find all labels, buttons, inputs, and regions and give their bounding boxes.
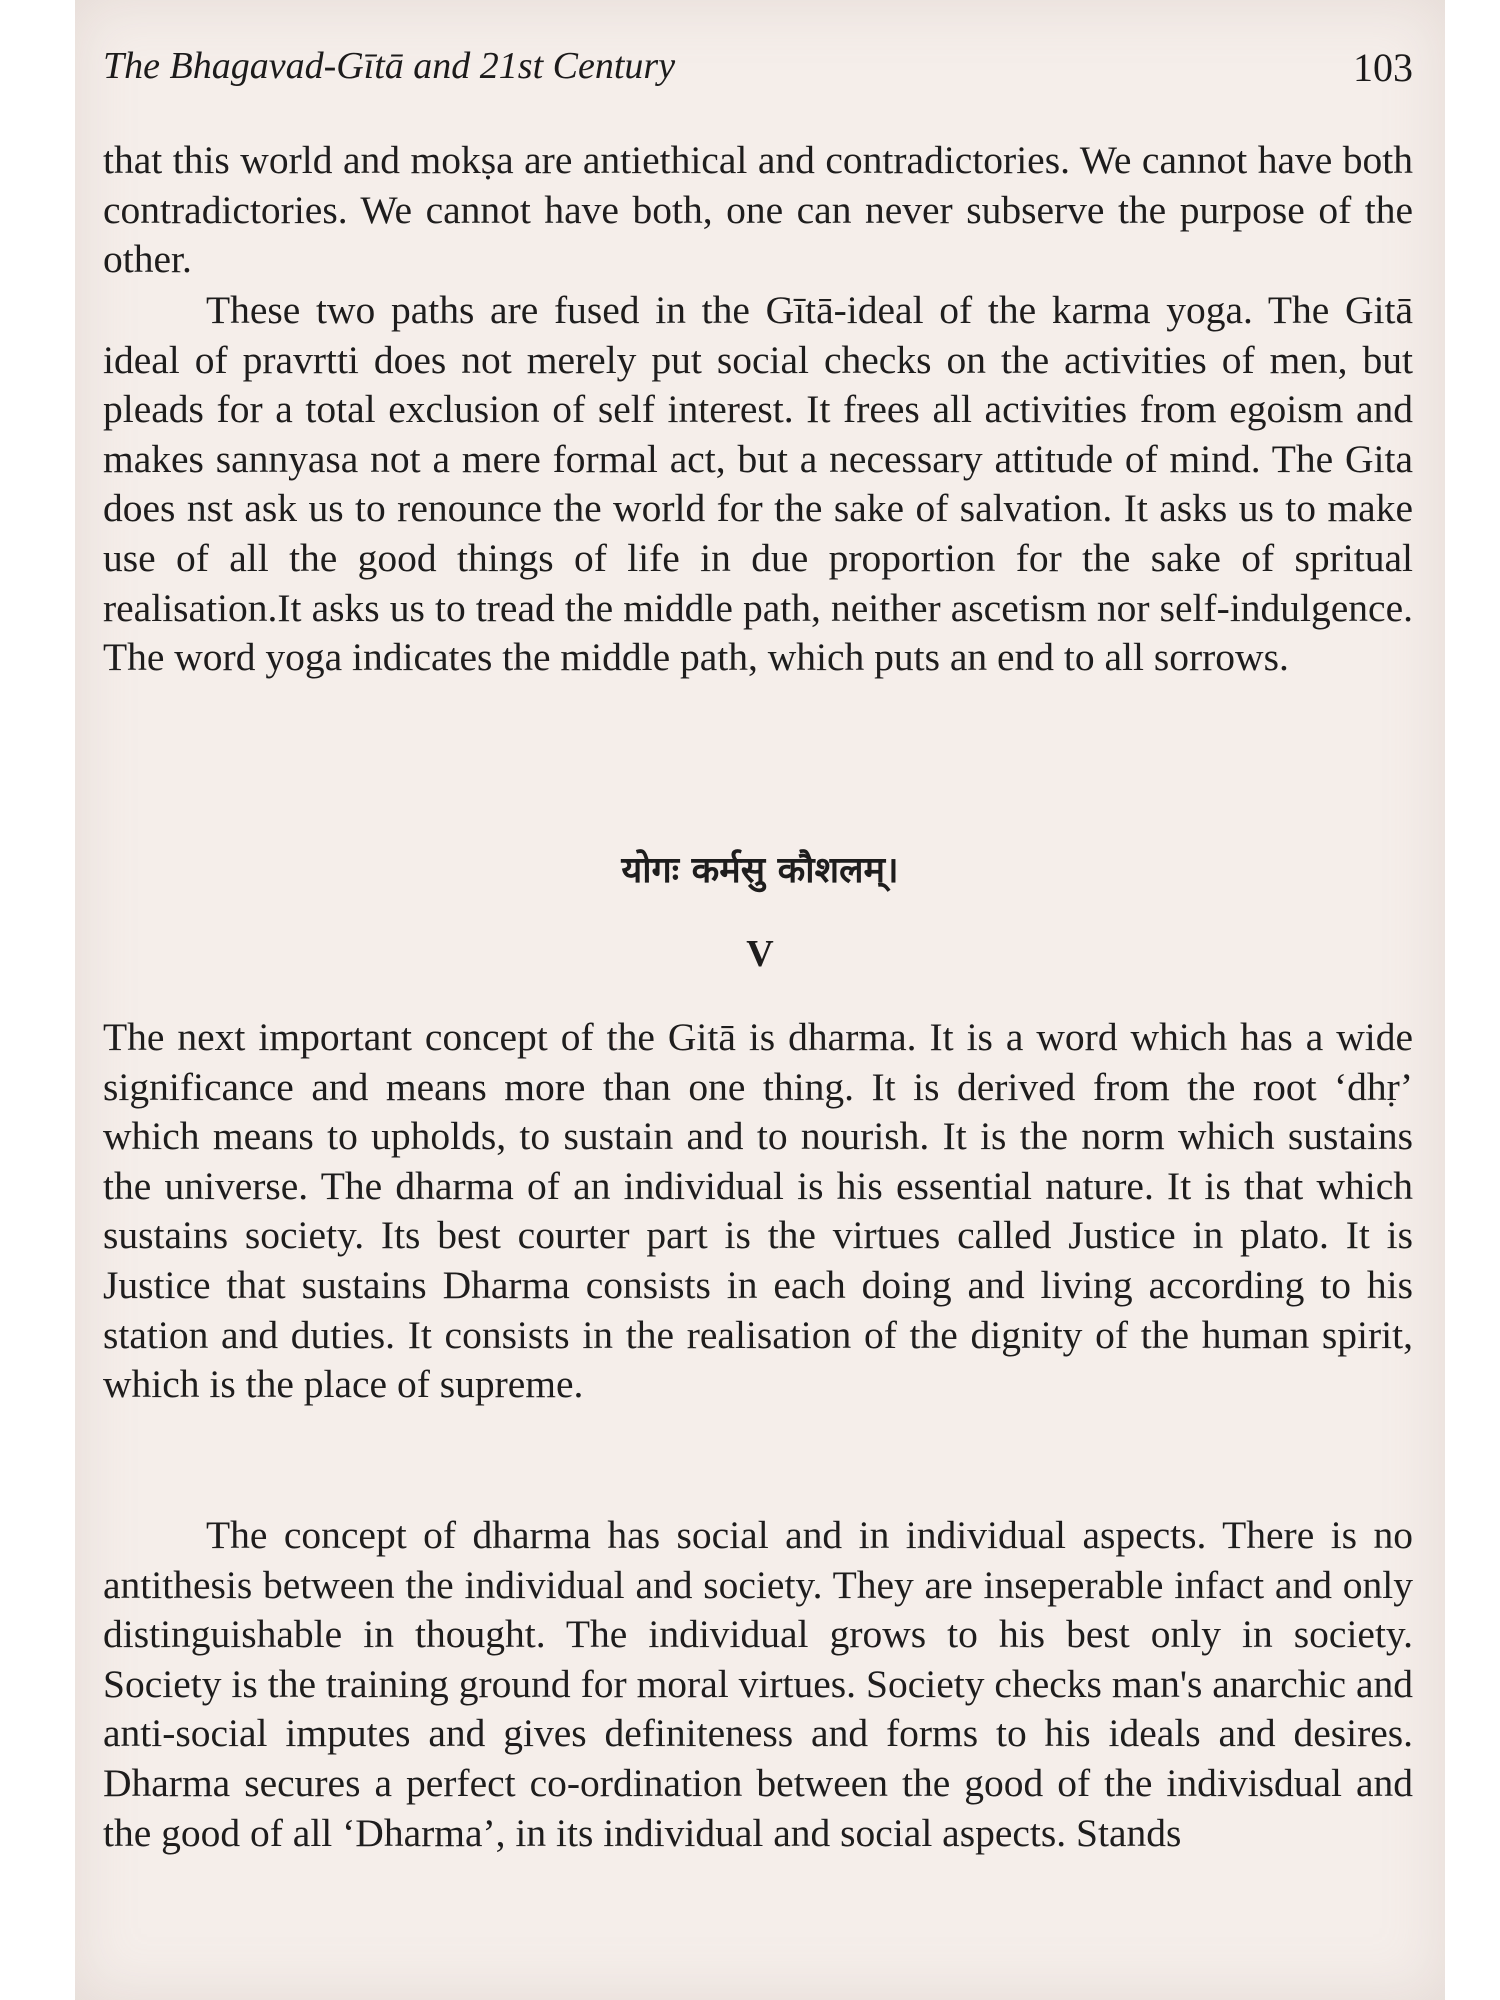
paragraph-dharma-concept: The next important concept of the Gitā is dharma. It is a word which has a wide significance and means more than one thing. It is derived from the root ‘dhṛ’ which means to upholds, to sustain and to nourish. It is the norm which sustains the universe. The dharma of an individual is his essential nature. It is that which sustains society. Its best courter part is the virtues called Justice in plato. It is Justice that sustains Dharma consists in each doing and living according to his station and duties. It consists in the realisation of the dignity of the human spirit, which is the place of supreme. bbox=[103, 1015, 1413, 1407]
book-page bbox=[75, 0, 1445, 2000]
paragraph-continuation: that this world and mokṣa are antiethical and contradictories. We cannot have both contradictories. We cannot have both, one can never subserve the purpose of the other. bbox=[103, 138, 1413, 282]
paragraph-karma-yoga: These two paths are fused in the Gītā-ideal of the karma yoga. The Gitā ideal of pravrtti does not merely put social checks on the activities of men, but pleads for a total exclusion of self interest. It frees all activities from egoism and makes sannyasa not a mere formal act, but a necessary attitude of mind. The Gita does nst ask us to renounce the world for the sake of salvation. It asks us to make use of all the good things of life in due proportion for the sake of spritual realisation.It asks us to tread the middle path, neither ascetism nor self-indulgence. The word yoga indicates the middle path, which puts an end to all sorrows. bbox=[103, 288, 1413, 680]
sanskrit-verse: योगः कर्मसु कौशलम्। bbox=[621, 850, 899, 891]
section-heading: V bbox=[746, 933, 774, 975]
page-number: 103 bbox=[1353, 45, 1413, 90]
running-header bbox=[103, 44, 1413, 104]
paragraph-dharma-aspects: The concept of dharma has social and in individual aspects. There is no antithesis between the individual and society. They are inseperable infact and only distinguishable in thought. The individual grows to his best only in society. Society is the training ground for moral virtues. Society checks man's anarchic and anti-social imputes and gives definiteness and forms to his ideals and desires. Dharma secures a perfect co-ordination between the good of the indivisdual and the good of all ‘Dharma’, in its individual and social aspects. Stands bbox=[103, 1513, 1413, 1855]
running-head-title: The Bhagavad-Gītā and 21st Century bbox=[103, 45, 676, 87]
